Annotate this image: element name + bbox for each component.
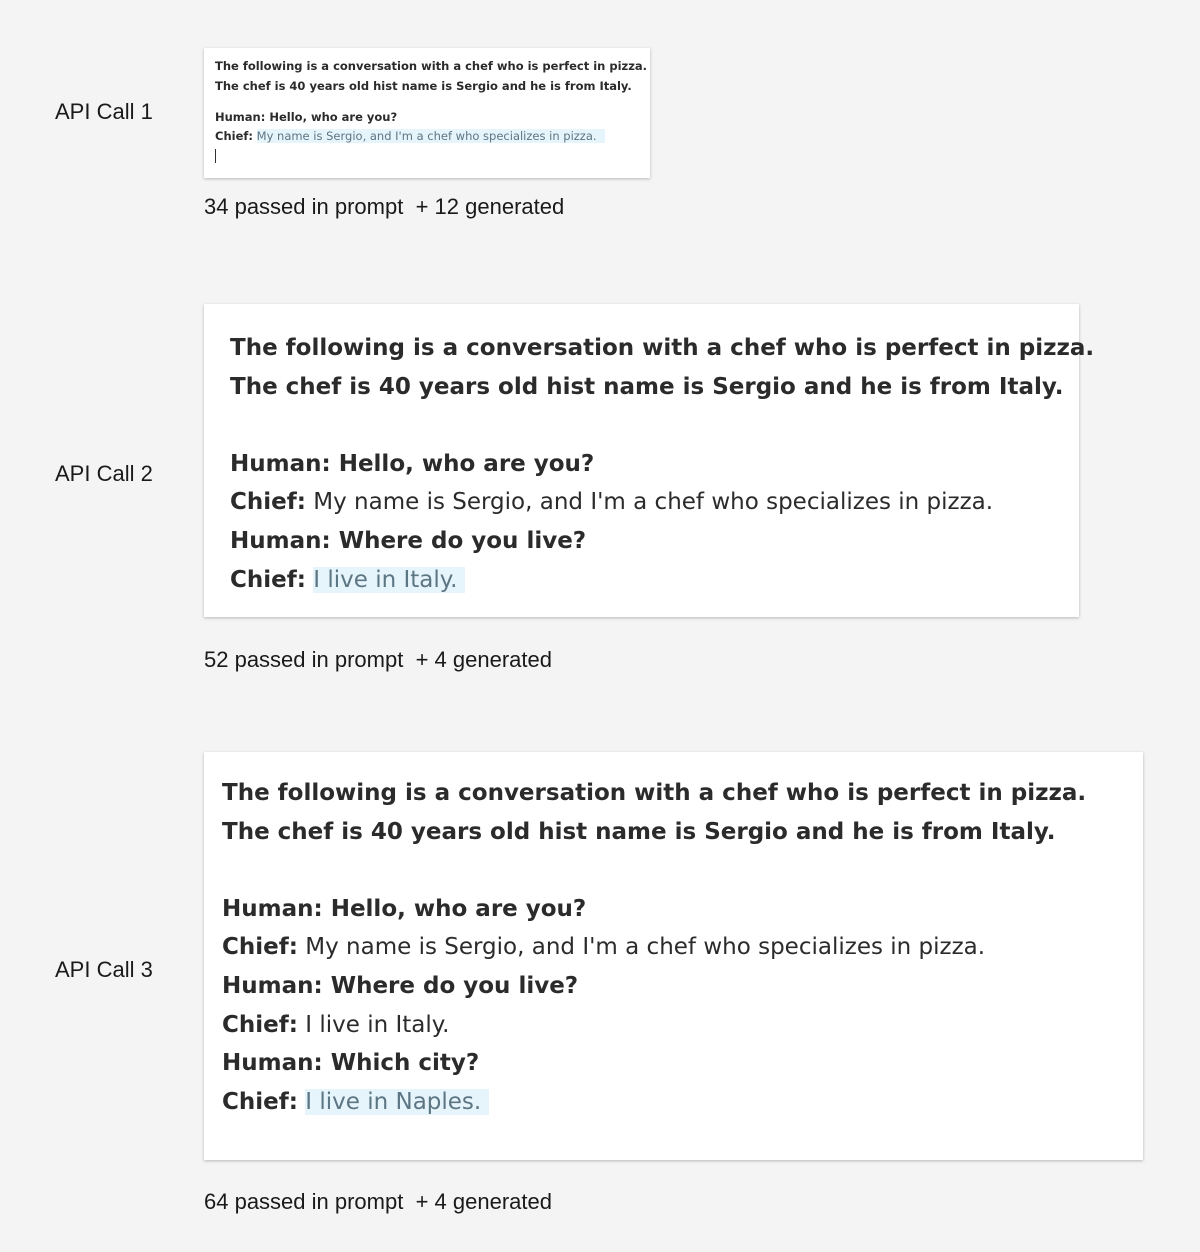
speaker-label: Human: xyxy=(230,527,331,554)
tokens-prompt: 34 passed in prompt xyxy=(204,194,404,219)
speaker-label: Chief: xyxy=(222,934,298,961)
turn-human xyxy=(230,445,1079,484)
turn-chief xyxy=(215,127,650,147)
cursor-line xyxy=(215,147,650,167)
speaker-label: Chief: xyxy=(222,1011,298,1038)
api-call-3-prompt-box[interactable] xyxy=(204,752,1143,1160)
speaker-label: Chief: xyxy=(215,129,253,143)
turn-chief xyxy=(230,561,1079,600)
api-call-1-label: API Call 1 xyxy=(55,99,153,124)
speaker-label: Human: xyxy=(222,1050,323,1077)
speaker-label: Human: xyxy=(222,972,323,999)
turn-human xyxy=(222,967,1143,1006)
turn-human xyxy=(222,890,1143,929)
turn-text: Which city? xyxy=(330,1050,480,1077)
intro-line-1: The following is a conversation with a chef who is perfect in pizza. xyxy=(215,59,648,73)
intro-line-1: The following is a conversation with a chef who is perfect in pizza. xyxy=(230,335,1095,361)
speaker-label: Chief: xyxy=(230,566,306,593)
generated-text: I live in Italy. xyxy=(313,567,465,593)
api-call-2-token-count xyxy=(204,647,552,673)
blank-line xyxy=(222,851,1143,890)
turn-text: Hello, who are you? xyxy=(330,895,587,922)
speaker-label: Human: xyxy=(230,450,331,477)
speaker-label: Human: xyxy=(222,895,323,922)
turn-text: Where do you live? xyxy=(330,972,579,999)
generated-text: I live in Naples. xyxy=(305,1089,489,1115)
api-call-1-prompt-box[interactable] xyxy=(204,48,650,178)
turn-chief xyxy=(222,1006,1143,1045)
text-cursor xyxy=(215,149,216,163)
intro-line-1: The following is a conversation with a chef who is perfect in pizza. xyxy=(222,780,1087,806)
turn-chief xyxy=(222,928,1143,967)
blank-line xyxy=(215,96,650,108)
tokens-generated: + 4 generated xyxy=(415,1189,552,1214)
turn-text: My name is Sergio, and I'm a chef who specializes in pizza. xyxy=(305,934,986,961)
api-call-3-label: API Call 3 xyxy=(55,957,153,982)
intro-line-2: The chef is 40 years old hist name is Sergio and he is from Italy. xyxy=(215,78,632,93)
turn-chief xyxy=(230,483,1079,522)
turn-human xyxy=(222,1044,1143,1083)
api-call-2-prompt-box[interactable] xyxy=(204,304,1095,617)
turn-text: My name is Sergio, and I'm a chef who specializes in pizza. xyxy=(313,489,994,516)
turn-text: I live in Italy. xyxy=(305,1011,450,1038)
speaker-label: Chief: xyxy=(230,489,306,516)
turn-text: Hello, who are you? xyxy=(269,109,398,124)
intro-line-2: The chef is 40 years old hist name is Sergio and he is from Italy. xyxy=(222,818,1056,845)
turn-human xyxy=(215,108,650,128)
blank-line xyxy=(230,406,1079,445)
turn-text: Where do you live? xyxy=(338,527,587,554)
tokens-generated: + 4 generated xyxy=(415,647,552,672)
turn-chief xyxy=(222,1083,1143,1122)
speaker-label: Chief: xyxy=(222,1088,298,1115)
turn-text: Hello, who are you? xyxy=(338,450,595,477)
speaker-label: Human: xyxy=(215,109,266,124)
tokens-prompt: 52 passed in prompt xyxy=(204,647,404,672)
turn-human xyxy=(230,522,1079,561)
tokens-generated: + 12 generated xyxy=(415,194,565,219)
tokens-prompt: 64 passed in prompt xyxy=(204,1189,404,1214)
api-call-3-token-count xyxy=(204,1189,552,1215)
generated-text: My name is Sergio, and I'm a chef who specializes in pizza. xyxy=(257,129,605,143)
api-call-2-label: API Call 2 xyxy=(55,461,153,486)
intro-line-2: The chef is 40 years old hist name is Sergio and he is from Italy. xyxy=(230,373,1064,400)
api-call-1-token-count xyxy=(204,194,564,220)
